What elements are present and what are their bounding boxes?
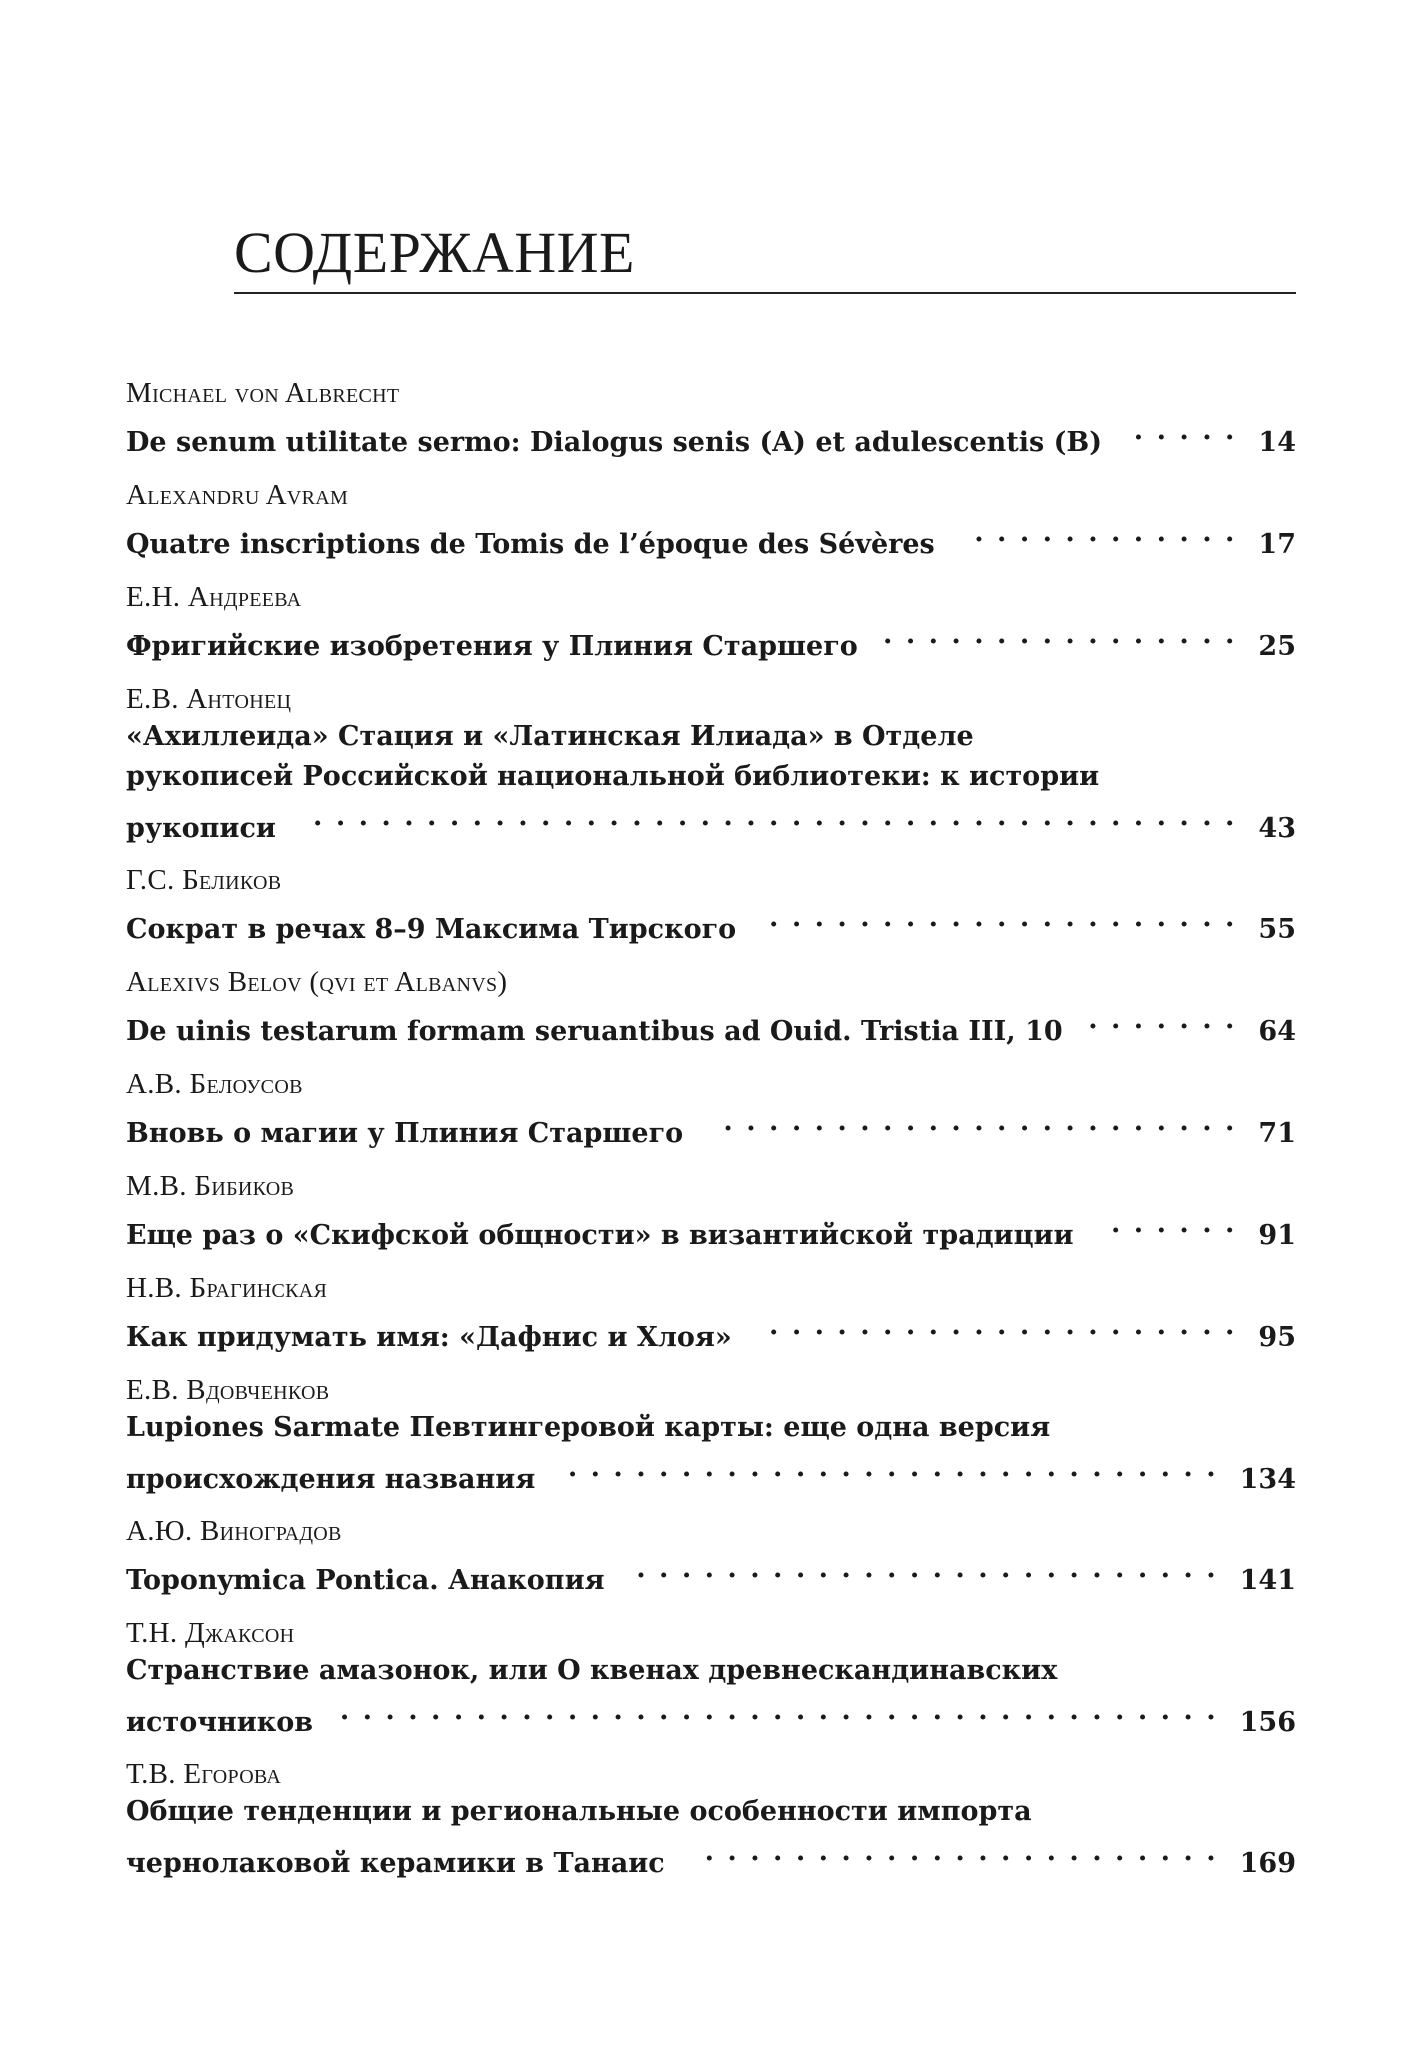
toc-entry-author: А.Ю. Виноградов	[126, 1515, 342, 1547]
dot-leader	[302, 797, 1236, 837]
toc-entry[interactable]	[126, 1270, 1296, 1372]
toc-entry-title: рукописи	[126, 813, 276, 844]
dot-leader	[561, 1448, 1217, 1488]
toc-entry[interactable]	[126, 477, 1296, 579]
toc-entry-title-line: Странствие амазонок, или О квенах древнескандинавских	[126, 1655, 1058, 1686]
toc-entry-title: Quatre inscriptions de Tomis de l’époque des Sévères	[126, 529, 935, 560]
toc-entry-author: Е.В. Антонец	[126, 683, 292, 715]
page-title: СОДЕРЖАНИЕ	[234, 220, 635, 285]
toc-entry[interactable]	[126, 1756, 1296, 1897]
toc-entry-author: Alexandru Avram	[126, 479, 349, 511]
toc-entry-title-row	[126, 513, 1296, 565]
toc-entry-author: Т.Н. Джаксон	[126, 1617, 295, 1649]
toc-entry-title: Сократ в речах 8–9 Максима Тирского	[126, 914, 737, 945]
toc-entry-page-number: 55	[1258, 914, 1296, 945]
toc-entry[interactable]	[126, 1372, 1296, 1513]
toc-entry-title-row	[126, 1000, 1296, 1052]
toc-entry-page-number: 71	[1258, 1118, 1296, 1149]
toc-entry[interactable]	[126, 681, 1296, 862]
toc-entry-page-number: 91	[1258, 1220, 1296, 1251]
dot-leader	[762, 898, 1236, 938]
toc-entry[interactable]	[126, 1066, 1296, 1168]
toc-entry-author: Н.В. Брагинская	[126, 1272, 328, 1304]
toc-entry-page-number: 134	[1239, 1464, 1296, 1495]
toc-entry-author: Е.Н. Андреева	[126, 581, 302, 613]
toc-entry-title: чернолаковой керамики в Танаис	[126, 1848, 665, 1879]
toc-entry-author: А.В. Белоусов	[126, 1068, 303, 1100]
toc-entry[interactable]	[126, 579, 1296, 681]
toc-entry-author: Alexivs Belov (qvi et Albanvs)	[126, 966, 508, 998]
toc-entry-title-row	[126, 1102, 1296, 1154]
toc-entry[interactable]	[126, 964, 1296, 1066]
toc-entry-author: Т.В. Егорова	[126, 1758, 282, 1790]
toc-entry-title-line: рукописей Российской национальной библиотеки: к истории	[126, 761, 1100, 792]
toc-entry-page-number: 17	[1258, 529, 1296, 560]
toc-entry-page-number: 25	[1258, 631, 1296, 662]
toc-entry[interactable]	[126, 1615, 1296, 1756]
dot-leader	[1128, 411, 1236, 451]
dot-leader	[884, 615, 1237, 655]
dot-leader	[339, 1691, 1218, 1731]
toc-entry-title-row	[126, 898, 1296, 950]
dot-leader	[758, 1306, 1237, 1346]
toc-entry-title-line: «Ахиллеида» Стация и «Латинская Илиада» в Отделе	[126, 721, 974, 752]
toc-entry-page-number: 141	[1239, 1565, 1296, 1596]
toc-entry-page-number: 64	[1258, 1016, 1296, 1047]
toc-entry-title: Как придумать имя: «Дафнис и Хлоя»	[126, 1322, 732, 1353]
toc-entry-title-row	[126, 1549, 1296, 1601]
toc-entry-title-row	[126, 411, 1296, 463]
toc-entry-title-line: Lupiones Sarmate Певтингеровой карты: еще одна версия	[126, 1412, 1051, 1443]
dot-leader	[691, 1832, 1218, 1872]
toc-entry-author: Г.С. Беликов	[126, 864, 282, 896]
toc-entry[interactable]	[126, 862, 1296, 964]
toc-list	[126, 375, 1296, 1897]
toc-entry-title-row	[126, 1691, 1296, 1743]
toc-entry-title: De senum utilitate sermo: Dialogus senis (A) et adulescentis (B)	[126, 427, 1102, 458]
dot-leader	[631, 1549, 1218, 1589]
heading-divider	[234, 292, 1296, 294]
toc-entry-page-number: 43	[1258, 813, 1296, 844]
toc-entry-title-row	[126, 1832, 1296, 1884]
toc-entry[interactable]	[126, 375, 1296, 477]
toc-entry-page-number: 95	[1258, 1322, 1296, 1353]
toc-entry-title: происхождения названия	[126, 1464, 536, 1495]
toc-entry-title-row	[126, 615, 1296, 667]
dot-leader	[1089, 1000, 1237, 1040]
toc-entry-title-row	[126, 1204, 1296, 1256]
toc-entry-title-row	[126, 1306, 1296, 1358]
dot-leader	[961, 513, 1237, 553]
toc-entry-title-line: Общие тенденции и региональные особенности импорта	[126, 1796, 1032, 1827]
dot-leader	[709, 1102, 1236, 1142]
toc-entry-page-number: 156	[1239, 1707, 1296, 1738]
toc-entry[interactable]	[126, 1168, 1296, 1270]
toc-entry-title: Toponymica Pontica. Анакопия	[126, 1565, 605, 1596]
toc-entry-title: De uinis testarum formam seruantibus ad Ouid. Tristia III, 10	[126, 1016, 1063, 1047]
toc-entry-page-number: 14	[1258, 427, 1296, 458]
toc-entry[interactable]	[126, 1513, 1296, 1615]
toc-entry-title-row	[126, 1448, 1296, 1500]
toc-entry-author: Michael von Albrecht	[126, 377, 400, 409]
toc-entry-title: Вновь о магии у Плиния Старшего	[126, 1118, 684, 1149]
toc-entry-title: Еще раз о «Скифской общности» в византийской традиции	[126, 1220, 1074, 1251]
toc-entry-author: М.В. Бибиков	[126, 1170, 295, 1202]
toc-entry-title: источников	[126, 1707, 314, 1738]
toc-entry-title-row	[126, 797, 1296, 849]
toc-entry-author: Е.В. Вдовченков	[126, 1374, 330, 1406]
dot-leader	[1100, 1204, 1237, 1244]
toc-entry-page-number: 169	[1239, 1848, 1296, 1879]
toc-entry-title: Фригийские изобретения у Плиния Старшего	[126, 631, 858, 662]
